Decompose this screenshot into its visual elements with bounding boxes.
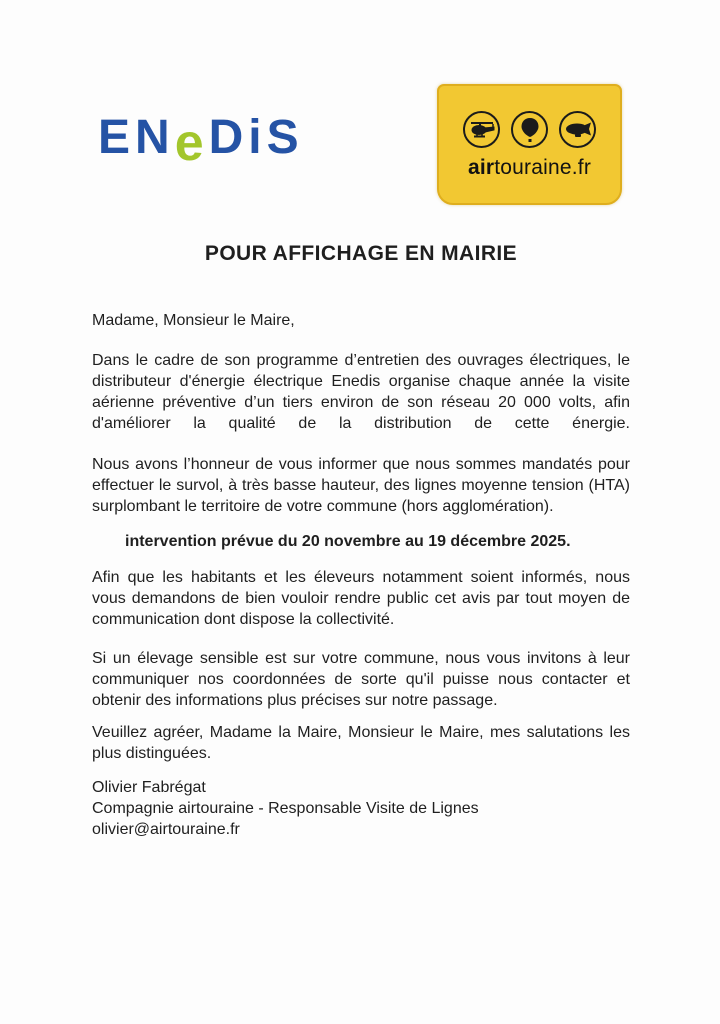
enedis-logo-text-en: EN	[98, 111, 175, 164]
page-title: POUR AFFICHAGE EN MAIRIE	[204, 242, 518, 265]
hot-air-balloon-icon	[511, 111, 548, 148]
signature-email: olivier@airtouraine.fr	[92, 821, 240, 838]
salutation: Madame, Monsieur le Maire,	[92, 312, 295, 329]
airtouraine-logo-text	[468, 157, 591, 178]
airtouraine-text-regular: touraine.fr	[494, 156, 592, 179]
closing-formula: Veuillez agréer, Madame la Maire, Monsieur le Maire, mes salutations les plus distinguées.	[92, 724, 630, 762]
paragraph-survol: Nous avons l’honneur de vous informer que nous sommes mandatés pour effectuer le survol, à très basse hauteur, des lignes moyenne tension (HTA) surplombant le territoire de votre commune (hors agglomération).	[92, 456, 630, 515]
enedis-logo-text-e: e	[174, 114, 209, 172]
letter-content	[92, 241, 630, 840]
signature-block	[92, 777, 630, 840]
enedis-logo-text-dis: DiS	[208, 111, 304, 164]
paragraph-information: Afin que les habitants et les éleveurs notamment soient informés, nous vous demandons de bien vouloir rendre public cet avis par tout moyen de communication dont dispose la collectivité.	[92, 569, 630, 628]
airtouraine-logo	[437, 84, 622, 205]
helicopter-icon	[463, 111, 500, 148]
signature-role: Compagnie airtouraine - Responsable Visite de Lignes	[92, 800, 479, 817]
airship-icon	[559, 111, 596, 148]
intervention-date-line: intervention prévue du 20 novembre au 19 décembre 2025.	[125, 533, 571, 550]
signature-name: Olivier Fabrégat	[92, 779, 206, 796]
airtouraine-icons-row	[463, 111, 596, 148]
paragraph-elevage: Si un élevage sensible est sur votre commune, nous vous invitons à leur communiquer nos coordonnées de sorte qu'il puisse nous contacter et obtenir des informations plus précises sur notre passage.	[92, 650, 630, 709]
airtouraine-text-bold: air	[467, 156, 495, 179]
enedis-logo	[98, 110, 304, 172]
paragraph-program: Dans le cadre de son programme d’entretien des ouvrages électriques, le distributeur d'énergie électrique Enedis organise chaque année la visite aérienne préventive d’un tiers environ de son réseau 20 000 volts, afin d'améliorer la qualité de la distribution de cette énergie.	[92, 352, 630, 432]
